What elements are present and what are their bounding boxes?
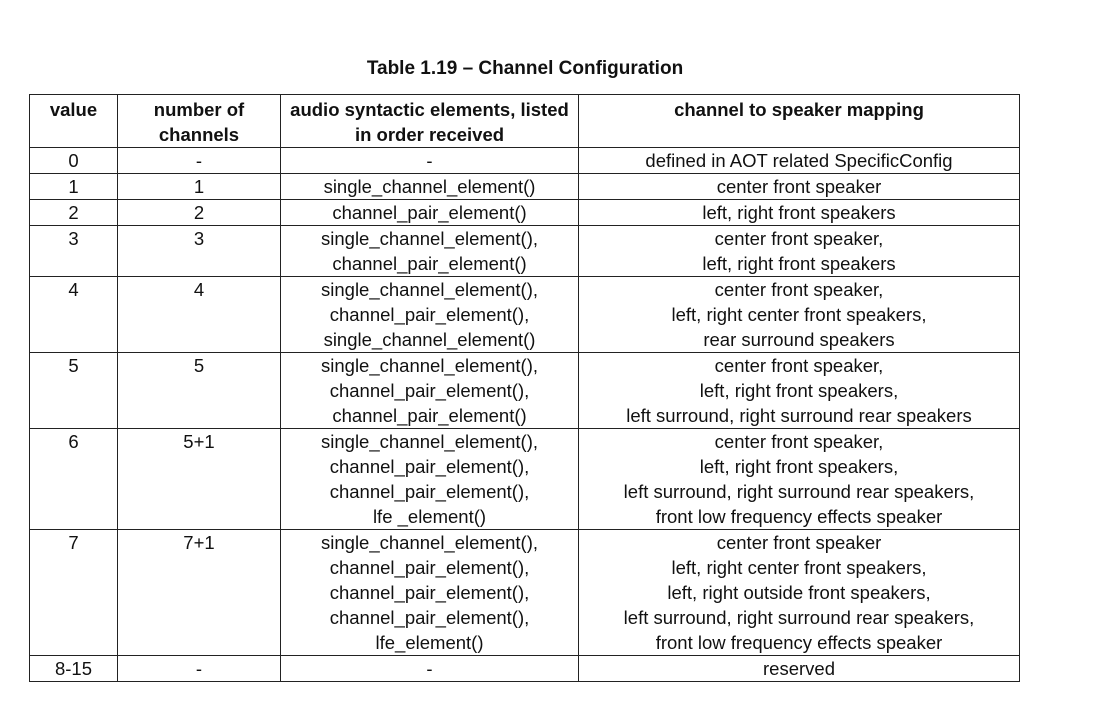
- cell-value: [30, 174, 118, 200]
- cell-audio-elements-line: single_channel_element(),: [321, 532, 538, 553]
- cell-value-line: 2: [68, 202, 79, 223]
- cell-audio-elements-line: single_channel_element(): [323, 329, 536, 350]
- cell-speaker-mapping-line: left, right front speakers: [702, 253, 896, 274]
- cell-audio-elements-line: channel_pair_element(),: [329, 481, 530, 502]
- cell-value: [30, 656, 118, 682]
- cell-speaker-mapping: [579, 148, 1020, 174]
- cell-value-line: 7: [68, 532, 79, 553]
- table-header-row: [30, 95, 1020, 148]
- cell-number-of-channels-line: 2: [193, 202, 205, 223]
- cell-speaker-mapping-line: left, right center front speakers,: [671, 557, 927, 578]
- table-row: [30, 656, 1020, 682]
- cell-value-line: 0: [68, 150, 79, 171]
- cell-speaker-mapping-line: center front speaker: [716, 532, 882, 553]
- cell-speaker-mapping-line: left surround, right surround rear speakers,: [623, 607, 975, 628]
- cell-speaker-mapping-line: center front speaker,: [714, 228, 884, 249]
- cell-value: [30, 530, 118, 656]
- cell-speaker-mapping: [579, 656, 1020, 682]
- header-value-label: value: [49, 99, 98, 120]
- cell-speaker-mapping-line: center front speaker,: [714, 279, 884, 300]
- cell-audio-elements-line: -: [426, 150, 433, 171]
- cell-speaker-mapping-line: left surround, right surround rear speakers,: [623, 481, 975, 502]
- cell-speaker-mapping-line: front low frequency effects speaker: [655, 632, 943, 653]
- cell-audio-elements: [281, 656, 579, 682]
- cell-audio-elements-line: single_channel_element(),: [321, 355, 538, 376]
- cell-number-of-channels-line: 4: [193, 279, 205, 300]
- header-number-of-channels: [118, 95, 281, 148]
- cell-number-of-channels-line: 3: [193, 228, 205, 249]
- cell-audio-elements-line: single_channel_element(),: [321, 279, 538, 300]
- cell-value-line: 5: [68, 355, 79, 376]
- header-channels-line-1: number of: [153, 99, 245, 120]
- cell-value: [30, 148, 118, 174]
- cell-number-of-channels-line: -: [195, 658, 203, 679]
- cell-audio-elements-line: channel_pair_element(): [332, 405, 527, 426]
- cell-audio-elements: [281, 353, 579, 429]
- cell-speaker-mapping-line: left, right front speakers,: [699, 380, 899, 401]
- cell-speaker-mapping: [579, 226, 1020, 277]
- cell-audio-elements-line: channel_pair_element(),: [329, 456, 530, 477]
- cell-value-line: 3: [68, 228, 79, 249]
- cell-audio-elements-line: single_channel_element(),: [321, 431, 538, 452]
- header-elements-line-1: audio syntactic elements,: [290, 99, 516, 120]
- cell-speaker-mapping: [579, 277, 1020, 353]
- cell-speaker-mapping-line: left, right center front speakers,: [671, 304, 927, 325]
- cell-number-of-channels: [118, 174, 281, 200]
- cell-audio-elements: [281, 200, 579, 226]
- header-channels-line-2: channels: [158, 124, 240, 145]
- cell-audio-elements-line: single_channel_element(),: [321, 228, 538, 249]
- cell-speaker-mapping-line: rear surround speakers: [703, 329, 895, 350]
- table-row: [30, 429, 1020, 530]
- header-audio-syntactic-elements: [281, 95, 579, 148]
- header-elements-line-2: listed in order received: [354, 99, 569, 145]
- cell-audio-elements-line: channel_pair_element(),: [329, 582, 530, 603]
- cell-number-of-channels: [118, 277, 281, 353]
- cell-value: [30, 277, 118, 353]
- cell-number-of-channels: [118, 200, 281, 226]
- cell-number-of-channels: [118, 656, 281, 682]
- table-row: [30, 277, 1020, 353]
- cell-number-of-channels-line: 5: [193, 355, 205, 376]
- table-row: [30, 226, 1020, 277]
- cell-speaker-mapping-line: reserved: [763, 658, 835, 679]
- cell-speaker-mapping: [579, 429, 1020, 530]
- table-row: [30, 174, 1020, 200]
- header-value: [30, 95, 118, 148]
- cell-number-of-channels: [118, 148, 281, 174]
- cell-value: [30, 353, 118, 429]
- cell-audio-elements: [281, 277, 579, 353]
- cell-speaker-mapping-line: center front speaker,: [714, 355, 884, 376]
- cell-audio-elements-line: channel_pair_element(),: [329, 557, 530, 578]
- channel-configuration-table: [29, 94, 1020, 682]
- table-row: [30, 353, 1020, 429]
- cell-speaker-mapping-line: left, right front speakers,: [699, 456, 899, 477]
- cell-audio-elements-line: channel_pair_element(),: [329, 380, 530, 401]
- cell-audio-elements: [281, 226, 579, 277]
- table-row: [30, 200, 1020, 226]
- cell-audio-elements-line: channel_pair_element(),: [329, 304, 530, 325]
- cell-number-of-channels-line: 7+1: [183, 532, 215, 553]
- cell-audio-elements-line: lfe_element(): [375, 632, 484, 653]
- cell-audio-elements-line: channel_pair_element(): [332, 202, 527, 223]
- table-row: [30, 530, 1020, 656]
- header-channel-to-speaker-mapping: [579, 95, 1020, 148]
- cell-speaker-mapping-line: defined in AOT related SpecificConfig: [645, 150, 953, 171]
- cell-value: [30, 226, 118, 277]
- cell-speaker-mapping: [579, 530, 1020, 656]
- cell-audio-elements: [281, 148, 579, 174]
- cell-value-line: 1: [68, 176, 79, 197]
- cell-speaker-mapping-line: front low frequency effects speaker: [655, 506, 943, 527]
- cell-number-of-channels-line: -: [195, 150, 203, 171]
- cell-speaker-mapping-line: center front speaker: [716, 176, 882, 197]
- cell-number-of-channels: [118, 353, 281, 429]
- cell-audio-elements: [281, 174, 579, 200]
- cell-number-of-channels-line: 1: [193, 176, 205, 197]
- cell-audio-elements-line: lfe _element(): [372, 506, 487, 527]
- cell-speaker-mapping-line: center front speaker,: [714, 431, 884, 452]
- cell-speaker-mapping: [579, 174, 1020, 200]
- cell-audio-elements: [281, 530, 579, 656]
- cell-audio-elements-line: -: [426, 658, 433, 679]
- cell-audio-elements-line: channel_pair_element(): [332, 253, 527, 274]
- cell-audio-elements-line: single_channel_element(): [323, 176, 536, 197]
- cell-value: [30, 429, 118, 530]
- cell-value-line: 4: [68, 279, 79, 300]
- cell-speaker-mapping-line: left, right outside front speakers,: [667, 582, 931, 603]
- cell-number-of-channels: [118, 226, 281, 277]
- cell-value-line: 8-15: [54, 658, 93, 679]
- table-body: [30, 148, 1020, 682]
- table-row: [30, 148, 1020, 174]
- cell-audio-elements: [281, 429, 579, 530]
- cell-speaker-mapping-line: left surround, right surround rear speakers: [626, 405, 972, 426]
- table-caption: Table 1.19 – Channel Configuration: [366, 58, 684, 79]
- cell-speaker-mapping-line: left, right front speakers: [702, 202, 896, 223]
- cell-speaker-mapping: [579, 200, 1020, 226]
- cell-value-line: 6: [68, 431, 79, 452]
- cell-number-of-channels: [118, 530, 281, 656]
- cell-speaker-mapping: [579, 353, 1020, 429]
- header-mapping-label: channel to speaker mapping: [674, 99, 924, 120]
- cell-audio-elements-line: channel_pair_element(),: [329, 607, 530, 628]
- cell-value: [30, 200, 118, 226]
- cell-number-of-channels: [118, 429, 281, 530]
- cell-number-of-channels-line: 5+1: [183, 431, 215, 452]
